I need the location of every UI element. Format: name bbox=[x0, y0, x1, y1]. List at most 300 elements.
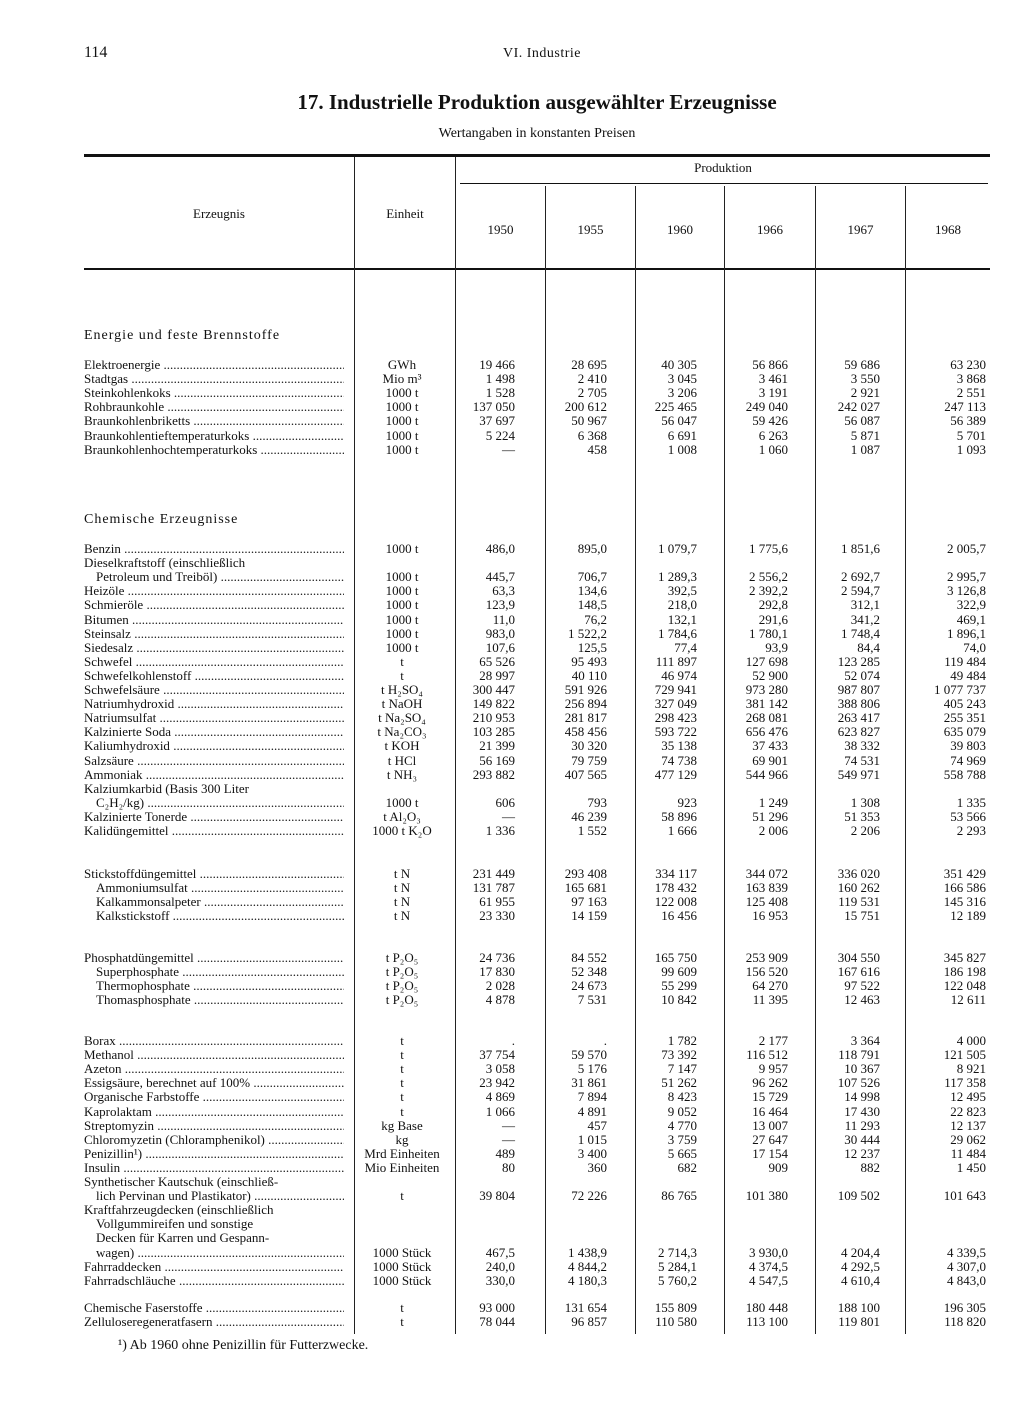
row-label-text: Dieselkraftstoff (einschließlich bbox=[84, 556, 246, 571]
value-cell-1967: 242 027 bbox=[837, 399, 880, 415]
header-bottom-rule bbox=[84, 268, 990, 270]
row-label bbox=[96, 979, 344, 993]
value-cell-1967: 3 364 bbox=[850, 1033, 880, 1048]
row-unit: t bbox=[400, 1314, 404, 1330]
value-cell-1968: 1 335 bbox=[956, 794, 986, 810]
row-label bbox=[84, 683, 344, 697]
row-label bbox=[96, 1231, 344, 1245]
row-label-text: Methanol bbox=[84, 1048, 134, 1063]
row-unit: 1000 t bbox=[385, 399, 419, 415]
header-year: 1960 bbox=[667, 222, 693, 237]
value-cell-1950: 19 466 bbox=[479, 357, 515, 372]
value-cell-1955: 256 894 bbox=[564, 696, 607, 712]
table-row bbox=[0, 1119, 1024, 1133]
row-label-text: Kaliumhydroxid bbox=[84, 739, 170, 754]
row-label bbox=[84, 951, 344, 965]
value-cell-1966: 1 780,1 bbox=[749, 625, 788, 641]
row-label bbox=[96, 881, 344, 895]
value-cell-1967: 123 285 bbox=[837, 653, 880, 669]
row-label bbox=[84, 1161, 344, 1175]
row-label bbox=[84, 1119, 344, 1133]
value-cell-1955: 1 552 bbox=[577, 823, 607, 838]
leader-dots bbox=[179, 965, 344, 979]
value-cell-1955: 2 410 bbox=[577, 371, 607, 387]
leader-dots bbox=[171, 386, 344, 400]
value-cell-1968: 247 113 bbox=[944, 399, 986, 415]
row-unit: t NaOH bbox=[381, 696, 423, 712]
value-cell-1967: 2 692,7 bbox=[841, 569, 880, 585]
value-cell-1968: 12 137 bbox=[950, 1117, 986, 1133]
value-cell-1950: 1 066 bbox=[485, 1103, 515, 1119]
value-cell-1950: 210 953 bbox=[472, 710, 515, 726]
value-cell-1966: 116 512 bbox=[746, 1047, 788, 1063]
leader-dots bbox=[122, 1062, 344, 1076]
row-unit: t Na₂SO₄ bbox=[378, 710, 426, 726]
row-unit: 1000 t bbox=[385, 611, 419, 627]
row-label-text: Kalziumkarbid (Basis 300 Liter bbox=[84, 781, 249, 796]
table-row bbox=[0, 372, 1024, 386]
value-cell-1966: 6 263 bbox=[758, 427, 788, 443]
value-cell-1960: 99 609 bbox=[661, 964, 697, 980]
table-row bbox=[0, 1161, 1024, 1175]
value-cell-1967: 59 686 bbox=[844, 357, 880, 372]
value-cell-1960: 327 049 bbox=[654, 696, 697, 712]
value-cell-1955: 72 226 bbox=[571, 1188, 607, 1204]
table-row bbox=[0, 641, 1024, 655]
row-unit: t bbox=[400, 1300, 404, 1315]
value-cell-1955: 46 239 bbox=[571, 808, 607, 824]
value-cell-1968: 2 293 bbox=[956, 823, 986, 838]
value-cell-1967: 74 531 bbox=[844, 752, 880, 768]
row-label-text: Kalzinierte Soda bbox=[84, 725, 171, 740]
value-cell-1955: 6 368 bbox=[577, 427, 607, 443]
row-label-text: Heizöle bbox=[84, 584, 125, 599]
row-unit: kg Base bbox=[381, 1117, 423, 1133]
value-cell-1966: 2 006 bbox=[758, 823, 788, 838]
leader-dots bbox=[154, 1119, 344, 1133]
value-cell-1960: 3 045 bbox=[667, 371, 697, 387]
value-cell-1966: 1 249 bbox=[758, 794, 788, 810]
value-cell-1960: 9 052 bbox=[667, 1103, 697, 1119]
row-label-text: Penizillin¹) bbox=[84, 1146, 143, 1161]
row-label bbox=[84, 584, 344, 598]
value-cell-1966: 1 775,6 bbox=[749, 541, 788, 556]
row-label bbox=[84, 556, 344, 570]
header-einheit: Einheit bbox=[386, 206, 424, 221]
value-cell-1960: 111 897 bbox=[655, 653, 697, 669]
row-unit: t bbox=[400, 1047, 404, 1063]
value-cell-1960: 3 759 bbox=[667, 1131, 697, 1147]
row-label bbox=[84, 1203, 344, 1217]
row-label-text: wagen) bbox=[96, 1245, 135, 1260]
row-unit: 1000 t bbox=[385, 583, 419, 599]
row-label-text: Kalidüngemittel bbox=[84, 824, 169, 838]
leader-dots bbox=[187, 810, 344, 824]
value-cell-1967: 51 353 bbox=[844, 808, 880, 824]
row-label bbox=[84, 358, 344, 372]
value-cell-1960: 40 305 bbox=[661, 357, 697, 372]
value-cell-1967: 15 751 bbox=[844, 908, 880, 924]
leader-dots bbox=[203, 1301, 344, 1315]
table-row bbox=[0, 725, 1024, 739]
value-cell-1967: 17 430 bbox=[844, 1103, 880, 1119]
value-cell-1968: 4 843,0 bbox=[947, 1272, 986, 1288]
value-cell-1966: 51 296 bbox=[752, 808, 788, 824]
value-cell-1967: 84,4 bbox=[857, 639, 880, 655]
value-cell-1950: 23 942 bbox=[479, 1075, 515, 1091]
row-label bbox=[84, 641, 344, 655]
row-label bbox=[96, 1246, 344, 1260]
value-cell-1955: 407 565 bbox=[564, 766, 607, 782]
table-row bbox=[0, 1203, 1024, 1217]
row-unit: t bbox=[400, 1061, 404, 1077]
row-label-text: Fahrradschläuche bbox=[84, 1273, 176, 1288]
row-label bbox=[84, 372, 344, 386]
value-cell-1955: 293 408 bbox=[564, 866, 607, 881]
value-cell-1950: 65 526 bbox=[479, 653, 515, 669]
table-row bbox=[0, 697, 1024, 711]
row-label bbox=[84, 1147, 344, 1161]
value-cell-1968: 119 484 bbox=[944, 653, 986, 669]
row-label-text: Braunkohlentieftemperaturkoks bbox=[84, 428, 250, 443]
value-cell-1967: 56 087 bbox=[844, 413, 880, 429]
value-cell-1955: 24 673 bbox=[571, 978, 607, 994]
page-subtitle: Wertangaben in konstanten Preisen bbox=[438, 126, 636, 141]
value-cell-1960: 132,1 bbox=[667, 611, 697, 627]
row-unit: 1000 t bbox=[385, 427, 419, 443]
table-row bbox=[0, 1301, 1024, 1315]
value-cell-1960: 1 784,6 bbox=[658, 625, 697, 641]
table-row bbox=[0, 1231, 1024, 1245]
value-cell-1950: 3 058 bbox=[485, 1061, 515, 1077]
leader-dots bbox=[168, 824, 344, 838]
value-cell-1955: 457 bbox=[587, 1117, 607, 1133]
row-unit: t P₂O₅ bbox=[385, 950, 419, 965]
table-row bbox=[0, 400, 1024, 414]
row-label-text: Schwefelsäure bbox=[84, 683, 160, 697]
value-cell-1966: 3 461 bbox=[758, 371, 788, 387]
value-cell-1967: 12 463 bbox=[844, 992, 880, 1008]
value-cell-1966: 56 866 bbox=[752, 357, 788, 372]
row-label-text: C₂H₂/kg) bbox=[96, 795, 145, 810]
value-cell-1950: 330,0 bbox=[485, 1272, 515, 1288]
table-row bbox=[0, 1090, 1024, 1104]
value-cell-1967: 4 204,4 bbox=[841, 1244, 880, 1260]
value-cell-1966: 163 839 bbox=[745, 880, 788, 896]
row-unit: t KOH bbox=[384, 738, 420, 754]
value-cell-1955: 97 163 bbox=[571, 894, 607, 910]
value-cell-1966: 4 374,5 bbox=[749, 1258, 788, 1274]
value-cell-1950: 61 955 bbox=[479, 894, 515, 910]
value-cell-1960: 73 392 bbox=[661, 1047, 697, 1063]
table-row bbox=[0, 627, 1024, 641]
row-label bbox=[84, 429, 344, 443]
value-cell-1966: 9 957 bbox=[758, 1061, 788, 1077]
header-produktion: Produktion bbox=[694, 160, 752, 175]
value-cell-1950: 37 754 bbox=[479, 1047, 515, 1063]
value-cell-1968: 166 586 bbox=[943, 880, 986, 896]
table-row bbox=[0, 584, 1024, 598]
value-cell-1967: 4 292,5 bbox=[841, 1258, 880, 1274]
leader-dots bbox=[143, 768, 345, 782]
row-label-text: Kraftfahrzeugdecken (einschließlich bbox=[84, 1203, 274, 1218]
row-label bbox=[84, 754, 344, 768]
value-cell-1968: 53 566 bbox=[950, 808, 986, 824]
value-cell-1950: . bbox=[511, 1033, 515, 1048]
row-unit: 1000 t bbox=[385, 597, 419, 613]
value-cell-1955: 125,5 bbox=[577, 639, 607, 655]
row-unit: t N bbox=[393, 880, 411, 896]
value-cell-1968: 2 995,7 bbox=[947, 569, 986, 585]
value-cell-1960: 35 138 bbox=[661, 738, 697, 754]
value-cell-1967: 167 616 bbox=[837, 964, 880, 980]
value-cell-1960: 178 432 bbox=[654, 880, 697, 896]
value-cell-1950: 103 285 bbox=[472, 724, 515, 740]
value-cell-1968: 255 351 bbox=[943, 710, 986, 726]
value-cell-1950: 56 169 bbox=[479, 752, 515, 768]
value-cell-1968: 196 305 bbox=[943, 1300, 986, 1315]
row-unit: 1000 t bbox=[385, 794, 419, 810]
table-row bbox=[0, 895, 1024, 909]
row-unit: 1000 t bbox=[385, 639, 419, 655]
row-label-text: Braunkohlenbriketts bbox=[84, 414, 191, 429]
row-label bbox=[84, 400, 344, 414]
value-cell-1955: 165 681 bbox=[564, 880, 607, 896]
value-cell-1966: 249 040 bbox=[745, 399, 788, 415]
value-cell-1968: 118 820 bbox=[944, 1314, 986, 1330]
value-cell-1968: 22 823 bbox=[950, 1103, 986, 1119]
row-unit: t P₂O₅ bbox=[385, 992, 419, 1008]
row-label-text: Schwefel bbox=[84, 654, 133, 669]
row-label-text: Stickstoffdüngemittel bbox=[84, 867, 197, 881]
value-cell-1968: 49 484 bbox=[950, 667, 986, 683]
value-cell-1966: 2 177 bbox=[758, 1033, 788, 1048]
value-cell-1968: 405 243 bbox=[943, 696, 986, 712]
row-label-text: Kalkammonsalpeter bbox=[96, 895, 201, 910]
value-cell-1966: 292,8 bbox=[758, 597, 788, 613]
row-label-text: Fahrraddecken bbox=[84, 1259, 162, 1274]
value-cell-1968: 2 551 bbox=[956, 385, 986, 401]
value-cell-1966: 381 142 bbox=[745, 696, 788, 712]
row-unit: t N bbox=[393, 866, 411, 881]
value-cell-1960: 55 299 bbox=[661, 978, 697, 994]
value-cell-1966: 27 647 bbox=[752, 1131, 788, 1147]
leader-dots bbox=[171, 725, 344, 739]
header-year: 1955 bbox=[577, 222, 604, 237]
leader-dots bbox=[143, 598, 344, 612]
value-cell-1960: 1 079,7 bbox=[658, 541, 697, 556]
row-unit: t bbox=[400, 1089, 404, 1105]
row-label-text: Bitumen bbox=[84, 612, 129, 627]
value-cell-1967: 1 851,6 bbox=[841, 541, 880, 556]
value-cell-1960: 923 bbox=[677, 794, 697, 810]
value-cell-1966: 180 448 bbox=[745, 1300, 788, 1315]
leader-dots bbox=[191, 669, 344, 683]
value-cell-1955: 1 522,2 bbox=[568, 625, 607, 641]
row-unit: t bbox=[400, 653, 404, 669]
leader-dots bbox=[265, 1133, 344, 1147]
value-cell-1967: 388 806 bbox=[837, 696, 880, 712]
value-cell-1966: 2 392,2 bbox=[749, 583, 788, 599]
row-label-text: Chemische Faserstoffe bbox=[84, 1301, 203, 1315]
value-cell-1955: 7 531 bbox=[577, 992, 607, 1008]
value-cell-1955: 895,0 bbox=[577, 541, 607, 556]
table-top-rule bbox=[84, 154, 990, 157]
value-cell-1950: 28 997 bbox=[479, 667, 515, 683]
header-year: 1966 bbox=[757, 222, 783, 237]
row-label bbox=[84, 1062, 344, 1076]
value-cell-1955: 52 348 bbox=[571, 964, 607, 980]
leader-dots bbox=[176, 1274, 344, 1288]
leader-dots bbox=[132, 655, 344, 669]
value-cell-1966: 909 bbox=[768, 1159, 788, 1175]
value-cell-1955: 793 bbox=[587, 794, 607, 810]
leader-dots bbox=[133, 641, 344, 655]
leader-dots bbox=[190, 414, 344, 428]
row-label bbox=[84, 1315, 344, 1329]
leader-dots bbox=[170, 739, 344, 753]
row-unit: t NH₃ bbox=[386, 766, 418, 782]
value-cell-1960: 46 974 bbox=[661, 667, 697, 683]
row-label-text: Synthetischer Kautschuk (einschließ- bbox=[84, 1175, 279, 1189]
row-unit: t P₂O₅ bbox=[385, 964, 419, 980]
value-cell-1966: 52 900 bbox=[752, 667, 788, 683]
value-cell-1955: 148,5 bbox=[577, 597, 607, 613]
row-label-text: Salzsäure bbox=[84, 753, 134, 768]
row-label bbox=[84, 1175, 344, 1189]
value-cell-1968: 74 969 bbox=[950, 752, 986, 768]
value-cell-1968: 122 048 bbox=[943, 978, 986, 994]
row-label-text: Siedesalz bbox=[84, 640, 134, 655]
value-cell-1950: 293 882 bbox=[472, 766, 515, 782]
value-cell-1950: 149 822 bbox=[472, 696, 515, 712]
table-row bbox=[0, 542, 1024, 556]
table-row bbox=[0, 1274, 1024, 1288]
value-cell-1955: 96 857 bbox=[571, 1314, 607, 1330]
value-cell-1950: 11,0 bbox=[492, 611, 515, 627]
row-unit: 1000 Stück bbox=[372, 1244, 432, 1260]
value-cell-1966: 344 072 bbox=[745, 866, 788, 881]
row-label bbox=[84, 1090, 344, 1104]
value-cell-1950: 137 050 bbox=[472, 399, 515, 415]
value-cell-1960: 1 289,3 bbox=[658, 569, 697, 585]
section-title: Energie und feste Brennstoffe bbox=[84, 328, 281, 343]
leader-dots bbox=[116, 1034, 344, 1048]
leader-dots bbox=[131, 627, 344, 641]
row-unit: t H₂SO₄ bbox=[381, 682, 423, 697]
row-label-text: Streptomyzin bbox=[84, 1118, 155, 1133]
value-cell-1950: 231 449 bbox=[472, 866, 515, 881]
value-cell-1950: 107,6 bbox=[485, 639, 515, 655]
value-cell-1950: — bbox=[502, 1131, 515, 1147]
header-year: 1968 bbox=[935, 222, 961, 237]
value-cell-1960: 74 738 bbox=[661, 752, 697, 768]
value-cell-1968: 1 896,1 bbox=[947, 625, 986, 641]
value-cell-1955: 458 bbox=[587, 441, 607, 457]
value-cell-1960: 6 691 bbox=[667, 427, 697, 443]
value-cell-1955: 28 695 bbox=[571, 357, 607, 372]
value-cell-1967: 263 417 bbox=[837, 710, 880, 726]
header-year: 1967 bbox=[847, 222, 874, 237]
leader-dots bbox=[120, 1161, 344, 1175]
leader-dots bbox=[164, 400, 344, 414]
table-row bbox=[0, 386, 1024, 400]
table-row bbox=[0, 655, 1024, 669]
value-cell-1955: 31 861 bbox=[571, 1075, 607, 1091]
row-label bbox=[84, 867, 344, 881]
row-label-text: Elektroenergie bbox=[84, 358, 161, 372]
leader-dots bbox=[124, 584, 344, 598]
table-row bbox=[0, 1147, 1024, 1161]
row-unit: GWh bbox=[387, 357, 417, 372]
value-cell-1968: 4 000 bbox=[956, 1033, 986, 1048]
row-unit: 1000 t bbox=[385, 625, 419, 641]
value-cell-1966: 93,9 bbox=[765, 639, 788, 655]
value-cell-1966: 253 909 bbox=[745, 950, 788, 965]
table-row bbox=[0, 1076, 1024, 1090]
value-cell-1950: 17 830 bbox=[479, 964, 515, 980]
row-label-text: Decken für Karren und Gespann- bbox=[96, 1231, 270, 1246]
row-label-text: Benzin bbox=[84, 542, 121, 556]
value-cell-1967: 11 293 bbox=[844, 1117, 880, 1133]
value-cell-1950: — bbox=[502, 1117, 515, 1133]
value-cell-1955: 2 705 bbox=[577, 385, 607, 401]
leader-dots bbox=[217, 570, 344, 584]
table-row bbox=[0, 1246, 1024, 1260]
value-cell-1968: 1 450 bbox=[956, 1159, 986, 1175]
value-cell-1950: 39 804 bbox=[479, 1188, 515, 1204]
row-unit: Mrd Einheiten bbox=[364, 1145, 440, 1161]
table-row bbox=[0, 993, 1024, 1007]
value-cell-1955: 5 176 bbox=[577, 1061, 607, 1077]
row-unit: 1000 t bbox=[385, 541, 419, 556]
value-cell-1967: 304 550 bbox=[837, 950, 880, 965]
table-row bbox=[0, 796, 1024, 810]
row-label bbox=[84, 443, 344, 457]
row-unit: 1000 Stück bbox=[372, 1272, 432, 1288]
leader-dots bbox=[134, 1246, 344, 1260]
row-label-text: Stadtgas bbox=[84, 372, 129, 387]
value-cell-1950: 24 736 bbox=[479, 950, 515, 965]
value-cell-1955: 200 612 bbox=[564, 399, 607, 415]
value-cell-1955: 95 493 bbox=[571, 653, 607, 669]
value-cell-1950: 63,3 bbox=[492, 583, 515, 599]
value-cell-1966: 127 698 bbox=[745, 653, 788, 669]
value-cell-1960: 334 117 bbox=[655, 866, 697, 881]
row-unit: 1000 t bbox=[385, 569, 419, 585]
value-cell-1955: 76,2 bbox=[584, 611, 607, 627]
value-cell-1960: 218,0 bbox=[667, 597, 697, 613]
row-unit: t bbox=[400, 1075, 404, 1091]
row-label-text: Ammoniumsulfat bbox=[96, 881, 188, 896]
value-cell-1968: 145 316 bbox=[943, 894, 986, 910]
leader-dots bbox=[169, 909, 344, 923]
value-cell-1960: 86 765 bbox=[661, 1188, 697, 1204]
value-cell-1950: 445,7 bbox=[485, 569, 515, 585]
value-cell-1950: 37 697 bbox=[479, 413, 515, 429]
value-cell-1967: 160 262 bbox=[837, 880, 880, 896]
value-cell-1966: 3 930,0 bbox=[749, 1244, 788, 1260]
value-cell-1967: 52 074 bbox=[844, 667, 880, 683]
leader-dots bbox=[160, 358, 344, 372]
value-cell-1960: 7 147 bbox=[667, 1061, 697, 1077]
header-erzeugnis: Erzeugnis bbox=[193, 206, 245, 221]
row-label bbox=[84, 414, 344, 428]
leader-dots bbox=[121, 542, 344, 556]
value-cell-1955: 40 110 bbox=[571, 667, 607, 683]
value-cell-1955: 84 552 bbox=[571, 950, 607, 965]
value-cell-1950: 1 336 bbox=[485, 823, 515, 838]
